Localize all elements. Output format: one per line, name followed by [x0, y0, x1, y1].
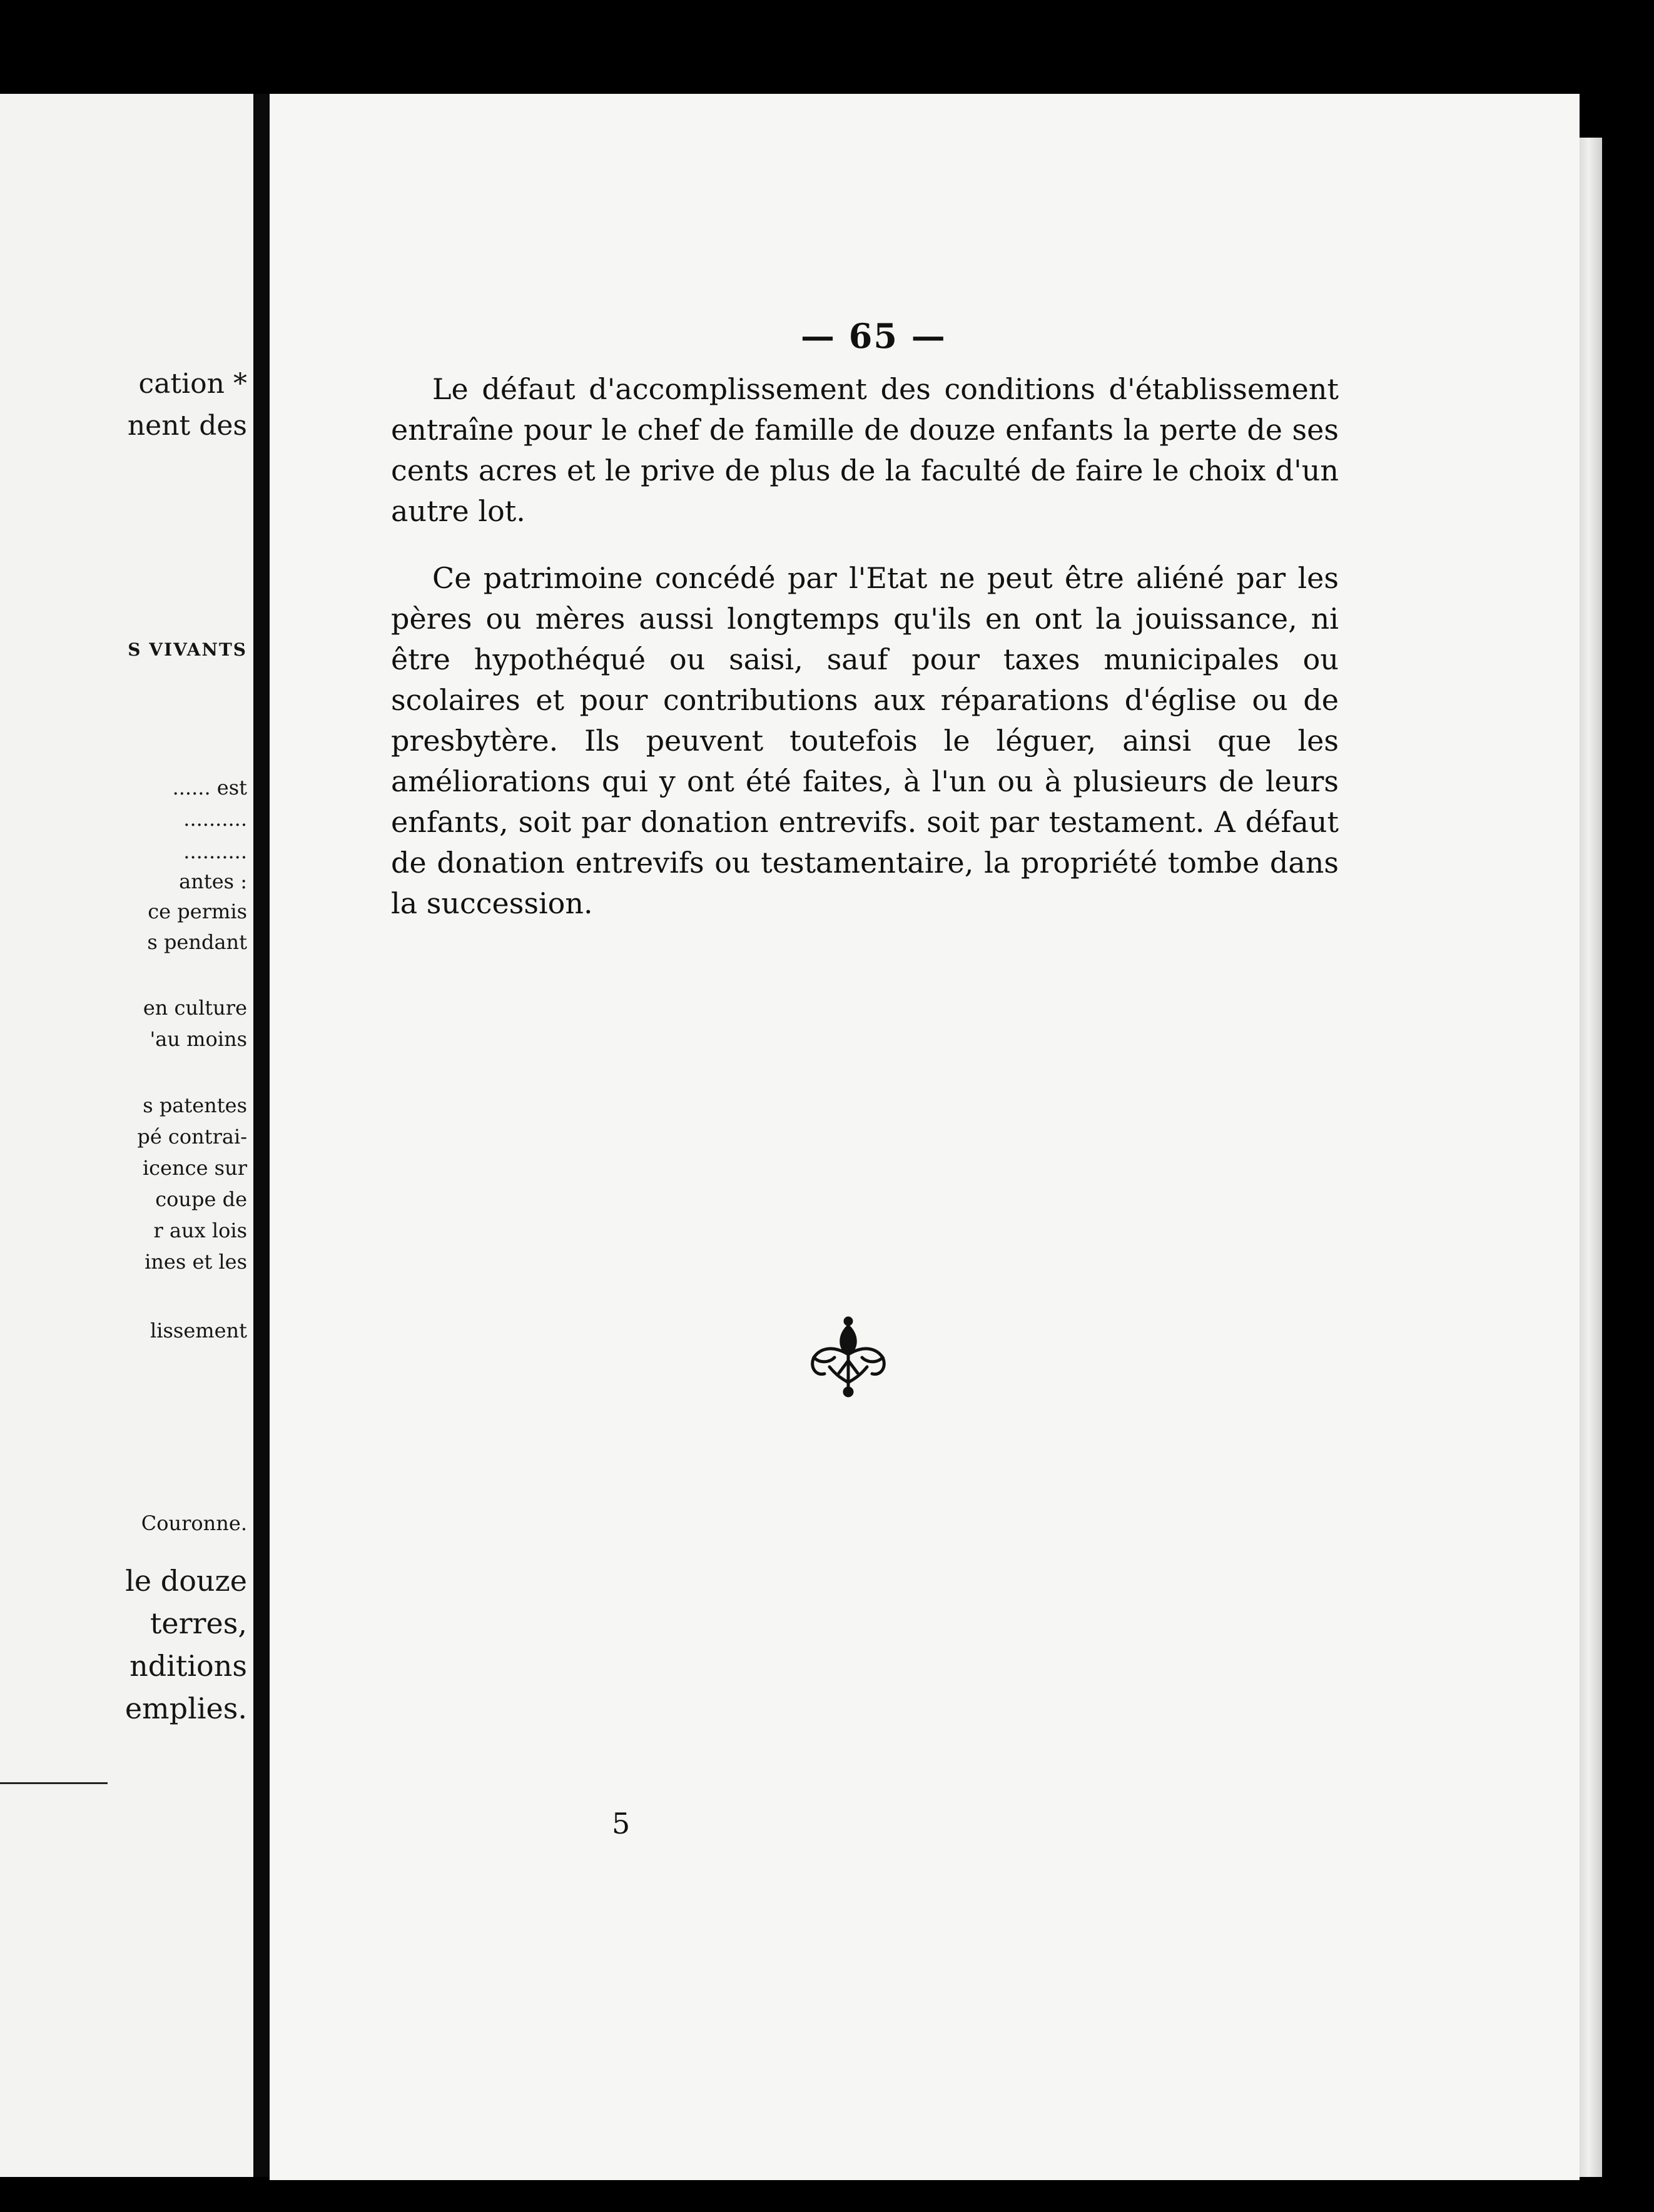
body-text: [391, 369, 1339, 924]
left-line: nent des: [127, 410, 247, 442]
folio-signature: 5: [612, 1807, 631, 1840]
left-line: emplies.: [124, 1692, 247, 1725]
left-page-fragment: [0, 94, 253, 2177]
left-line: 'au moins: [150, 1027, 247, 1051]
left-line: ce permis: [148, 900, 247, 923]
left-line: s patentes: [143, 1093, 247, 1117]
left-line: lissement: [150, 1319, 247, 1342]
left-line: terres,: [150, 1606, 247, 1640]
left-line: cation *: [138, 368, 247, 400]
binding-gutter: [253, 94, 270, 2177]
left-line: en culture: [143, 996, 247, 1020]
left-line: Couronne.: [141, 1511, 247, 1535]
left-line: ..........: [183, 807, 247, 831]
left-line: ines et les: [145, 1250, 247, 1274]
paragraph: Le défaut d'accomplissement des conditions d'établissement entraîne pour le chef de famille de douze enfants la perte de ses cents acres et le prive de plus de la faculté de faire le choix d'un autre lot.: [391, 372, 1339, 528]
left-line: s pendant: [147, 930, 247, 954]
left-line: r aux lois: [153, 1219, 247, 1242]
left-line: le douze: [125, 1564, 247, 1598]
page-number: — 65 —: [801, 316, 946, 356]
left-line: antes :: [179, 870, 247, 893]
left-line: icence sur: [142, 1156, 247, 1180]
left-line: nditions: [129, 1649, 247, 1683]
fleuron-ornament-icon: [804, 1314, 892, 1401]
paragraph: Ce patrimoine concédé par l'Etat ne peut être aliéné par les pères ou mères aussi longtemps qu'ils en ont la jouissance, ni être hypothéqué ou saisi, sauf pour taxes municipales ou scolaires et pour contributions aux réparations d'église ou de presbytère. Ils peuvent toutefois le léguer, ainsi que les améliorations qui y ont été faites, à l'un ou à plusieurs de leurs enfants, soit par donation entrevifs. soit par testament. A défaut de donation entrevifs ou testamentaire, la propriété tombe dans la succession.: [391, 561, 1339, 920]
right-page-edge: [1580, 138, 1602, 2177]
left-line: ..........: [183, 840, 247, 863]
left-line: coupe de: [155, 1187, 247, 1211]
left-line: S VIVANTS: [128, 639, 247, 660]
left-line: pé contrai-: [137, 1125, 247, 1149]
left-line: ...... est: [172, 776, 247, 799]
left-page-rule: [0, 1782, 108, 1784]
